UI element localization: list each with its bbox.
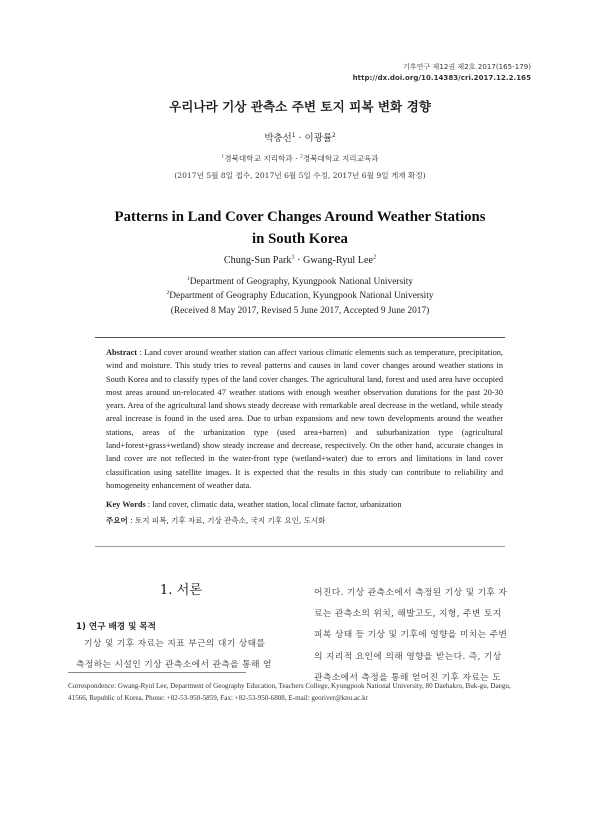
affil-mark: 1 bbox=[221, 154, 225, 160]
korean-keywords-label: 주요어 bbox=[106, 516, 128, 526]
correspondence-footnote: Correspondence: Gwang-Ryul Lee, Department of Geography Education, Teachers College, Kyungpook National University, 80 Daehakro, Buk-gu, Daegu, 41566, Republic of Korea, Phone: +82-53-950-5859, Fax: +82-53-950-6808, E-mail: georiver@knu.ac.kr bbox=[68, 682, 511, 702]
author-affil-mark: 2 bbox=[373, 254, 377, 261]
english-affiliation-2 bbox=[0, 291, 600, 301]
korean-authors bbox=[0, 130, 600, 144]
abstract-paragraph bbox=[106, 346, 503, 492]
body-line: 관측소에서 측정을 통해 얻어진 기후 자료는 도 bbox=[314, 672, 501, 683]
footnote-divider bbox=[68, 672, 246, 673]
korean-title: 우리나라 기상 관측소 주변 토지 피복 변화 경향 bbox=[169, 99, 431, 114]
author-name: 박충선 bbox=[264, 133, 292, 144]
english-authors bbox=[0, 255, 600, 266]
body-line: 의 지리적 요인에 의해 영향을 받는다. 즉, 기상 bbox=[314, 651, 502, 662]
abstract-body: : Land cover around weather station can affect various climatic elements such as temperature, precipitation, wind and moisture. This study tries to reveal patterns and causes in land cover changes around weather stations in South Korea and to classify types of the land cover changes. The agricultural land, forest and used area have occupied most areas around un-relocated 47 weather stations with enough weather observation durations for the past 20-30 years. Area of the agricultural land shows steady decrease with remarkable areal decrease in the wetland, while steady areal increase is found in the used area. Due to urban expansions and new town developments around the weather stations, areas of the urbanization type (used area+barren) and suburbanization type (agricultural land+forest+grass+wetland) show steady increase and decrease, respectively. On the other hand, accurate changes in land cover are not reflected in the water-front type (wetland+water) due to errors and limitations in land cover classification using satellite images. It is expected that the results in this study can contribute to reliability and homogeneity enhancement of weather data. bbox=[106, 348, 503, 490]
body-left-column bbox=[76, 634, 296, 676]
english-title-line: in South Korea bbox=[252, 231, 348, 247]
affil-text: Department of Geography Education, Kyungpook National University bbox=[169, 291, 434, 301]
korean-keywords-text: : 토지 피복, 기후 자료, 기상 관측소, 국지 기후 요인, 도시화 bbox=[127, 516, 326, 526]
affil-text: 경북대학교 지리교육과 bbox=[302, 154, 379, 163]
korean-dates: (2017년 5월 8일 접수, 2017년 6월 5일 수정, 2017년 6월 9일 게재 확정) bbox=[174, 171, 426, 180]
affil-mark: 2 bbox=[299, 154, 303, 160]
body-line: 측정하는 시설인 기상 관측소에서 관측을 통해 얻 bbox=[76, 660, 272, 671]
abstract-box bbox=[95, 337, 505, 547]
author-affil-mark: 1 bbox=[291, 132, 296, 139]
english-title-line: Patterns in Land Cover Changes Around Weather Stations bbox=[114, 209, 486, 225]
subsection-heading: 1) 연구 배경 및 목적 bbox=[76, 622, 156, 632]
affil-text: Department of Geography, Kyungpook National University bbox=[189, 277, 414, 287]
korean-affiliation bbox=[0, 153, 600, 164]
body-line: 료는 관측소의 위치, 해발고도, 지형, 주변 토지 bbox=[314, 609, 502, 620]
doi-link[interactable]: http://dx.doi.org/10.14383/cri.2017.12.2.165 bbox=[352, 74, 531, 82]
body-line: 기상 및 기후 자료는 지표 부근의 대기 상태를 bbox=[84, 639, 266, 649]
author-affil-mark: 1 bbox=[291, 254, 295, 261]
author-name: · Gwang-Ryul Lee bbox=[294, 255, 374, 266]
affil-mark: 1 bbox=[186, 275, 190, 282]
author-name: · 이광률 bbox=[295, 133, 333, 144]
korean-keywords-line bbox=[106, 515, 499, 526]
english-title bbox=[0, 206, 600, 250]
author-affil-mark: 2 bbox=[332, 132, 336, 139]
keywords-text: : land cover, climatic data, weather station, local climate factor, urbanization bbox=[145, 500, 402, 510]
english-dates: (Received 8 May 2017, Revised 5 June 2017, Accepted 9 June 2017) bbox=[170, 306, 430, 316]
english-affiliation-1 bbox=[0, 277, 600, 287]
section-heading: 1. 서론 bbox=[159, 583, 203, 598]
keywords-label: Key Words bbox=[106, 500, 146, 510]
affil-text: 경북대학교 지리학과 · bbox=[224, 154, 300, 163]
journal-info: 기후연구 제12권 제2호 2017(165-179) bbox=[402, 63, 531, 71]
affil-mark: 2 bbox=[166, 289, 170, 296]
abstract-label: Abstract bbox=[106, 348, 138, 357]
body-line: 어진다. 기상 관측소에서 측정된 기상 및 기후 자 bbox=[314, 588, 508, 598]
keywords-line bbox=[106, 500, 499, 509]
body-line: 피복 상태 등 기상 및 기후에 영향을 미치는 주변 bbox=[314, 630, 508, 641]
author-name: Chung-Sun Park bbox=[223, 255, 292, 266]
body-right-column bbox=[314, 583, 524, 689]
